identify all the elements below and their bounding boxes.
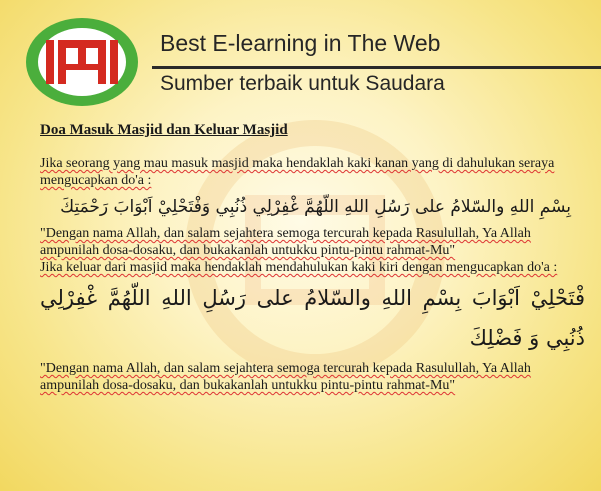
site-subtitle: Sumber terbaik untuk Saudara bbox=[160, 72, 445, 95]
enter-prayer-arabic: بِسْمِ اللهِ والسّلامُ على رَسُلِ اللهِ اللّهُمَّ غْفِرْلِي ذُنُبِي وَفْتَحْلِيْ اَبْوَابَ رَحْمَتِكَ bbox=[60, 197, 571, 217]
exit-prayer-translation: "Dengan nama Allah, dan salam sejahtera semoga tercurah kepada Rasulullah, Ya Allah ampunilah dosa-dosaku, dan bukakanlah untukku pintu-pintu rahmat-Mu" bbox=[40, 361, 531, 393]
enter-instructions: Jika seorang yang mau masuk masjid maka hendaklah kaki kanan yang di dahulukan seraya mengucapkan do'a : bbox=[40, 156, 555, 188]
imi-logo bbox=[22, 14, 142, 110]
exit-instructions: Jika keluar dari masjid maka hendaklah mendahulukan kaki kiri dengan mengucapkan do'a : bbox=[40, 260, 558, 275]
header-divider bbox=[152, 66, 601, 69]
document-title: Doa Masuk Masjid dan Keluar Masjid bbox=[40, 122, 288, 138]
document-body bbox=[40, 118, 585, 394]
site-title: Best E-learning in The Web bbox=[160, 30, 441, 56]
enter-prayer-translation: "Dengan nama Allah, dan salam sejahtera semoga tercurah kepada Rasulullah, Ya Allah ampunilah dosa-dosaku, dan bukakanlah untukku pintu-pintu rahmat-Mu" bbox=[40, 226, 531, 258]
exit-prayer-arabic: فْتَحْلِيْ اَبْوَابَ بِسْمِ اللهِ والسّلامُ على رَسُلِ اللهِ اللّهُمَّ غْفِرْلِي ذُنُبِي وَ فَضْلِكَ bbox=[40, 286, 585, 350]
